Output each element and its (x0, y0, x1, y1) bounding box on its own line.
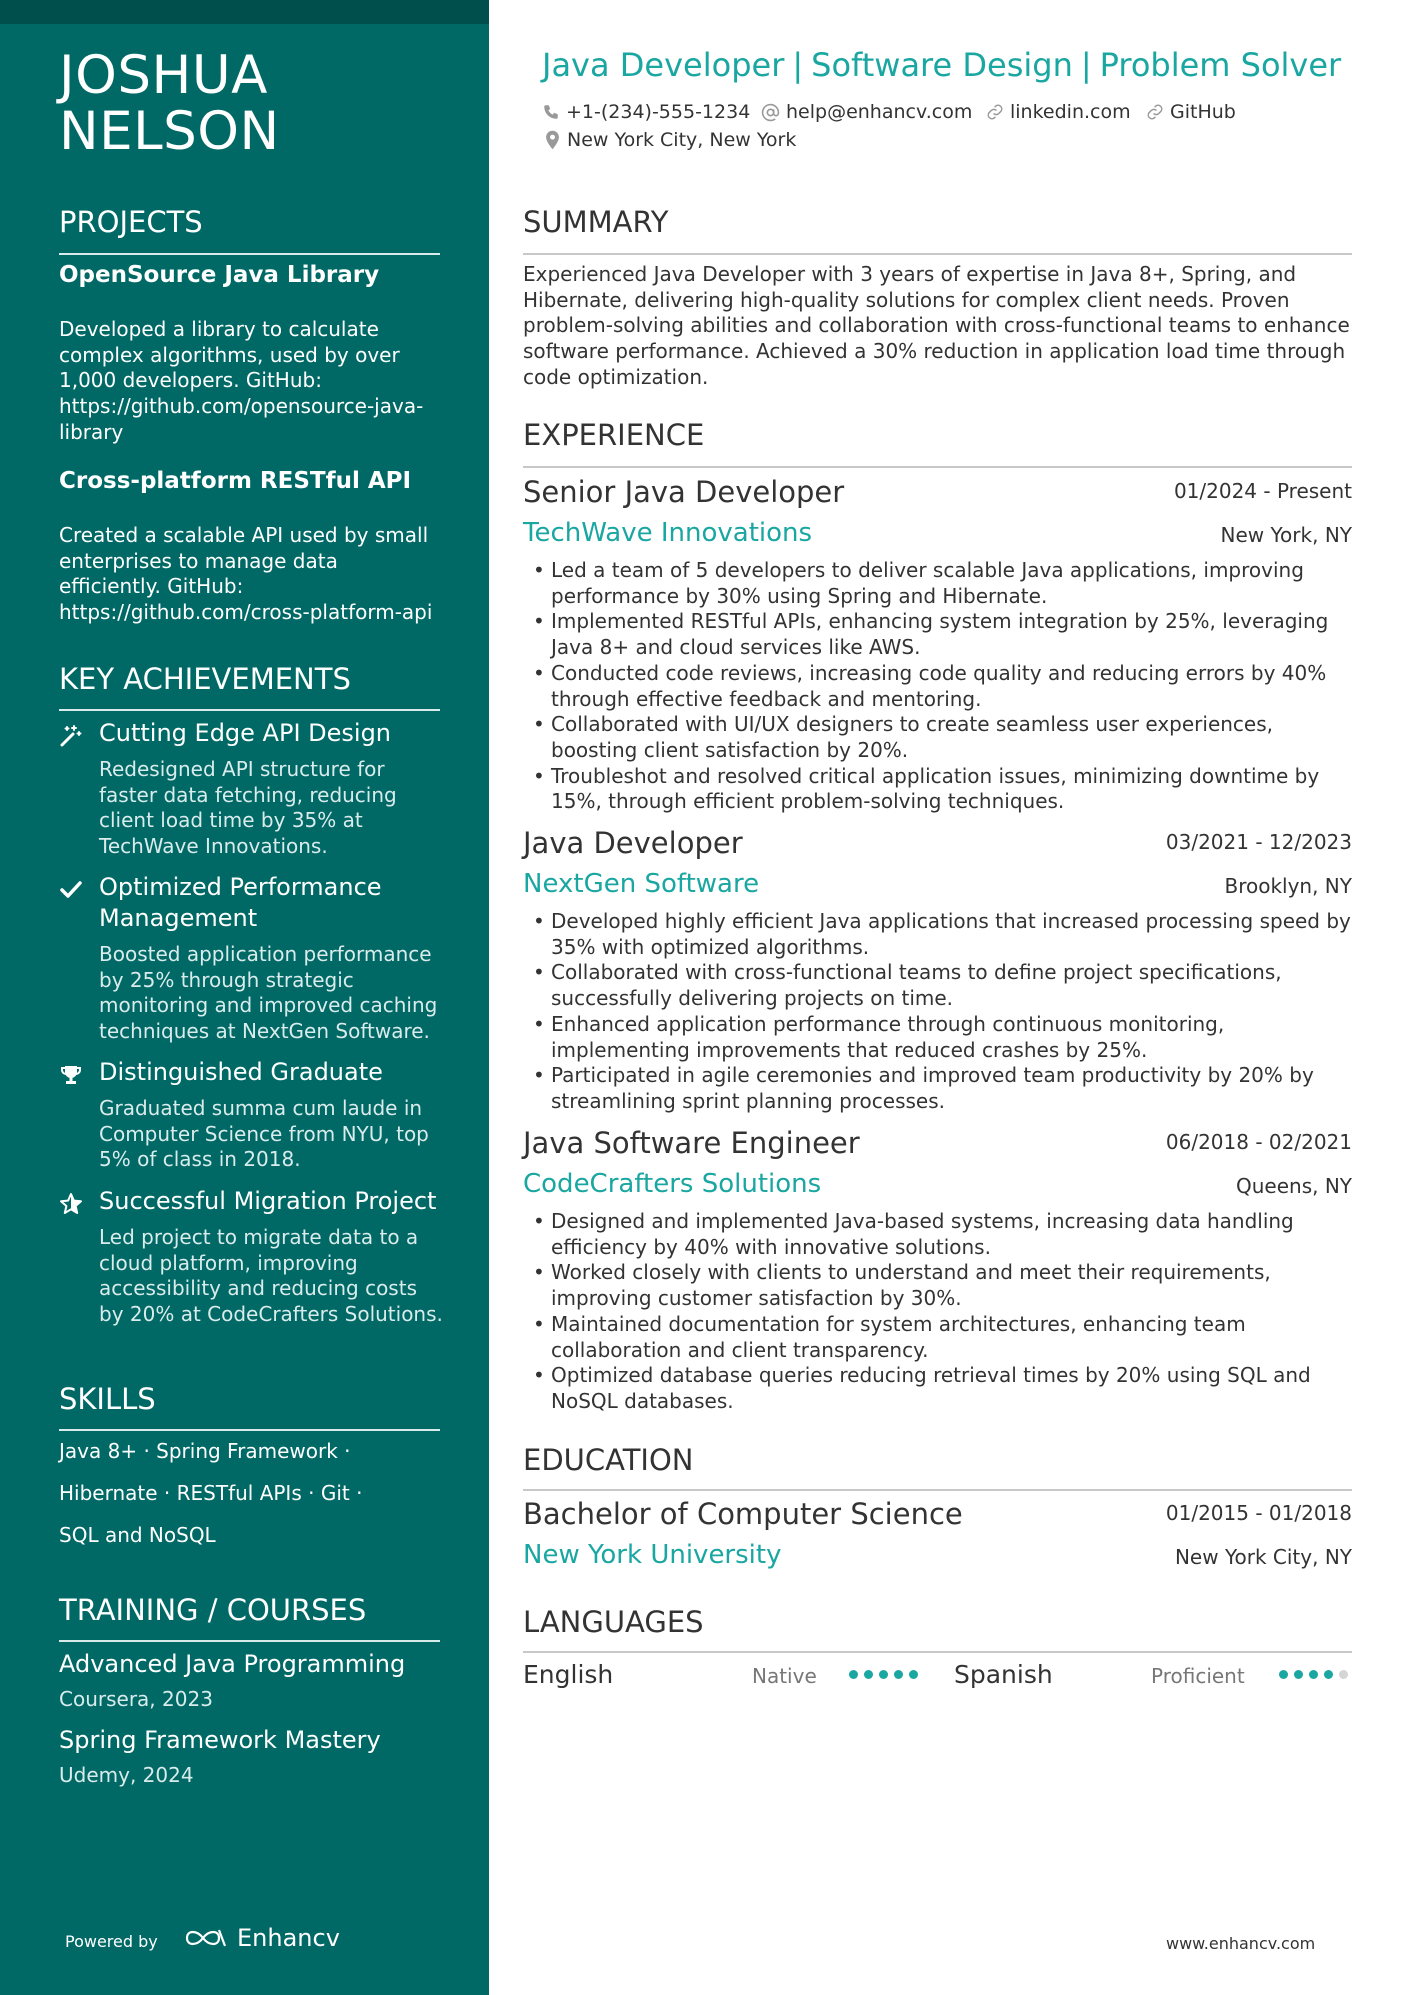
language-name: English (523, 1660, 614, 1689)
phone-icon (542, 103, 560, 121)
contact-email[interactable]: help@enhancv.com (761, 101, 972, 123)
rating-dot (1309, 1670, 1318, 1679)
rating-dot (1339, 1670, 1348, 1679)
divider (523, 1489, 1352, 1491)
job-title: Senior Java Developer (523, 475, 845, 509)
achievement-title: Distinguished Graduate (99, 1058, 383, 1086)
job-bullets (533, 1209, 1353, 1415)
list-item: • Led a team of 5 developers to deliver scalable Java applications, improving performance by 30% using Spring and Hibernate. (533, 558, 1353, 609)
job-date: 06/2018 - 02/2021 (1165, 1130, 1352, 1154)
school-name[interactable]: New York University (523, 1540, 782, 1570)
course-provider: Udemy, 2024 (59, 1763, 194, 1787)
rating-dot (864, 1670, 873, 1679)
project-title: OpenSource Java Library (59, 262, 380, 288)
skills-line: Java 8+ · Spring Framework · (59, 1439, 351, 1463)
link-icon (986, 103, 1004, 121)
language-rating (1279, 1670, 1348, 1679)
contact-github[interactable]: GitHub (1146, 101, 1236, 123)
school-location: New York City, NY (1174, 1545, 1352, 1569)
job-title: Java Software Engineer (523, 1126, 860, 1160)
rating-dot (849, 1670, 858, 1679)
list-item: • Developed highly efficient Java applications that increased processing speed by 35% with optimized algorithms. (533, 909, 1353, 960)
job-company[interactable]: TechWave Innovations (523, 518, 813, 548)
job-location: Brooklyn, NY (1224, 874, 1352, 898)
list-item: • Optimized database queries reducing retrieval times by 20% using SQL and NoSQL databases. (533, 1363, 1353, 1414)
rating-dot (1279, 1670, 1288, 1679)
list-item: • Implemented RESTful APIs, enhancing system integration by 25%, leveraging Java 8+ and cloud services like AWS. (533, 609, 1353, 660)
achievements-heading: KEY ACHIEVEMENTS (59, 662, 351, 696)
achievement-description: Graduated summa cum laude in Computer Science from NYU, top 5% of class in 2018. (99, 1096, 429, 1172)
sidebar (0, 0, 489, 1995)
language-rating (849, 1670, 918, 1679)
candidate-name: JOSHUA NELSON (59, 45, 280, 162)
enhancv-brand: Enhancv (237, 1924, 340, 1952)
achievement-description: Led project to migrate data to a cloud platform, improving accessibility and reducing costs by 20% at CodeCrafters Solutions. (99, 1225, 443, 1327)
divider (59, 1429, 440, 1431)
divider (523, 253, 1352, 255)
language-name: Spanish (954, 1660, 1053, 1689)
achievement-title: Successful Migration Project (99, 1187, 437, 1215)
star-icon (59, 1192, 83, 1216)
footer-url[interactable]: www.enhancv.com (1166, 1934, 1316, 1953)
magic-wand-icon (59, 724, 83, 748)
divider (523, 466, 1352, 468)
rating-dot (1324, 1670, 1333, 1679)
enhancv-logo-icon (183, 1926, 229, 1950)
training-heading: TRAINING / COURSES (59, 1593, 367, 1627)
course-provider: Coursera, 2023 (59, 1687, 213, 1711)
enhancv-logo (183, 1924, 340, 1952)
project-description: Developed a library to calculate complex algorithms, used by over 1,000 developers. GitHub: https://github.com/opensource-java-library (59, 317, 424, 444)
achievement-title: Cutting Edge API Design (99, 719, 392, 747)
sidebar-top-strip (0, 0, 489, 24)
course-title: Spring Framework Mastery (59, 1726, 381, 1754)
trophy-icon (59, 1063, 83, 1087)
job-bullets (533, 558, 1353, 815)
achievement-description: Boosted application performance by 25% through strategic monitoring and improved caching techniques at NextGen Software. (99, 942, 438, 1044)
project-title: Cross-platform RESTful API (59, 468, 412, 494)
job-location: New York, NY (1220, 523, 1352, 547)
education-heading: EDUCATION (523, 1443, 694, 1477)
job-bullets (533, 909, 1353, 1115)
education-date: 01/2015 - 01/2018 (1165, 1501, 1352, 1525)
degree-title: Bachelor of Computer Science (523, 1497, 963, 1531)
languages-heading: LANGUAGES (523, 1605, 704, 1639)
at-icon (761, 103, 780, 122)
achievement-description: Redesigned API structure for faster data fetching, reducing client load time by 35% at TechWave Innovations. (99, 757, 397, 859)
powered-by-label: Powered by (65, 1932, 158, 1951)
headline: Java Developer | Software Design | Problem Solver (542, 46, 1342, 84)
job-date: 03/2021 - 12/2023 (1165, 830, 1352, 854)
divider (59, 1640, 440, 1642)
skills-heading: SKILLS (59, 1382, 156, 1416)
list-item: • Conducted code reviews, increasing code quality and reducing errors by 40% through effective feedback and mentoring. (533, 661, 1353, 712)
rating-dot (909, 1670, 918, 1679)
link-icon (1146, 103, 1164, 121)
experience-heading: EXPERIENCE (523, 418, 705, 452)
list-item: • Troubleshot and resolved critical application issues, minimizing downtime by 15%, through efficient problem-solving techniques. (533, 764, 1353, 815)
summary-heading: SUMMARY (523, 205, 669, 239)
divider (59, 709, 440, 711)
project-description: Created a scalable API used by small enterprises to manage data efficiently. GitHub: https://github.com/cross-platform-api (59, 523, 433, 625)
list-item: • Participated in agile ceremonies and improved team productivity by 20% by streamlining sprint planning processes. (533, 1063, 1353, 1114)
rating-dot (1294, 1670, 1303, 1679)
summary-text: Experienced Java Developer with 3 years of expertise in Java 8+, Spring, and Hibernate, delivering high-quality solutions for complex client needs. Proven problem-solving abilities and collaboration with cross-functional teams to enhance software performance. Achieved a 30% reduction in application load time through code optimization. (523, 262, 1350, 389)
contact-location: New York City, New York (544, 129, 796, 151)
divider (523, 1651, 1352, 1653)
contact-phone[interactable]: +1-(234)-555-1234 (542, 101, 750, 123)
list-item: • Enhanced application performance through continuous monitoring, implementing improvements that reduced crashes by 25%. (533, 1012, 1353, 1063)
job-title: Java Developer (523, 826, 743, 860)
job-date: 01/2024 - Present (1173, 479, 1352, 503)
job-company[interactable]: NextGen Software (523, 869, 760, 899)
checkmark-icon (59, 878, 83, 902)
skills-line: SQL and NoSQL (59, 1523, 216, 1547)
divider (59, 253, 440, 255)
rating-dot (879, 1670, 888, 1679)
list-item: • Collaborated with cross-functional teams to define project specifications, successfully delivering projects on time. (533, 960, 1353, 1011)
job-company[interactable]: CodeCrafters Solutions (523, 1169, 822, 1199)
skills-line: Hibernate · RESTful APIs · Git · (59, 1481, 363, 1505)
rating-dot (894, 1670, 903, 1679)
list-item: • Designed and implemented Java-based systems, increasing data handling efficiency by 40% with innovative solutions. (533, 1209, 1353, 1260)
course-title: Advanced Java Programming (59, 1650, 406, 1678)
projects-heading: PROJECTS (59, 205, 203, 239)
list-item: • Worked closely with clients to understand and meet their requirements, improving customer satisfaction by 30%. (533, 1260, 1353, 1311)
achievement-title: Optimized Performance Management (99, 873, 382, 932)
language-level: Native (752, 1664, 817, 1688)
contact-linkedin[interactable]: linkedin.com (986, 101, 1131, 123)
language-level: Proficient (1151, 1664, 1245, 1688)
list-item: • Collaborated with UI/UX designers to create seamless user experiences, boosting client satisfaction by 20%. (533, 712, 1353, 763)
list-item: • Maintained documentation for system architectures, enhancing team collaboration and client transparency. (533, 1312, 1353, 1363)
location-pin-icon (544, 130, 561, 150)
job-location: Queens, NY (1235, 1174, 1352, 1198)
